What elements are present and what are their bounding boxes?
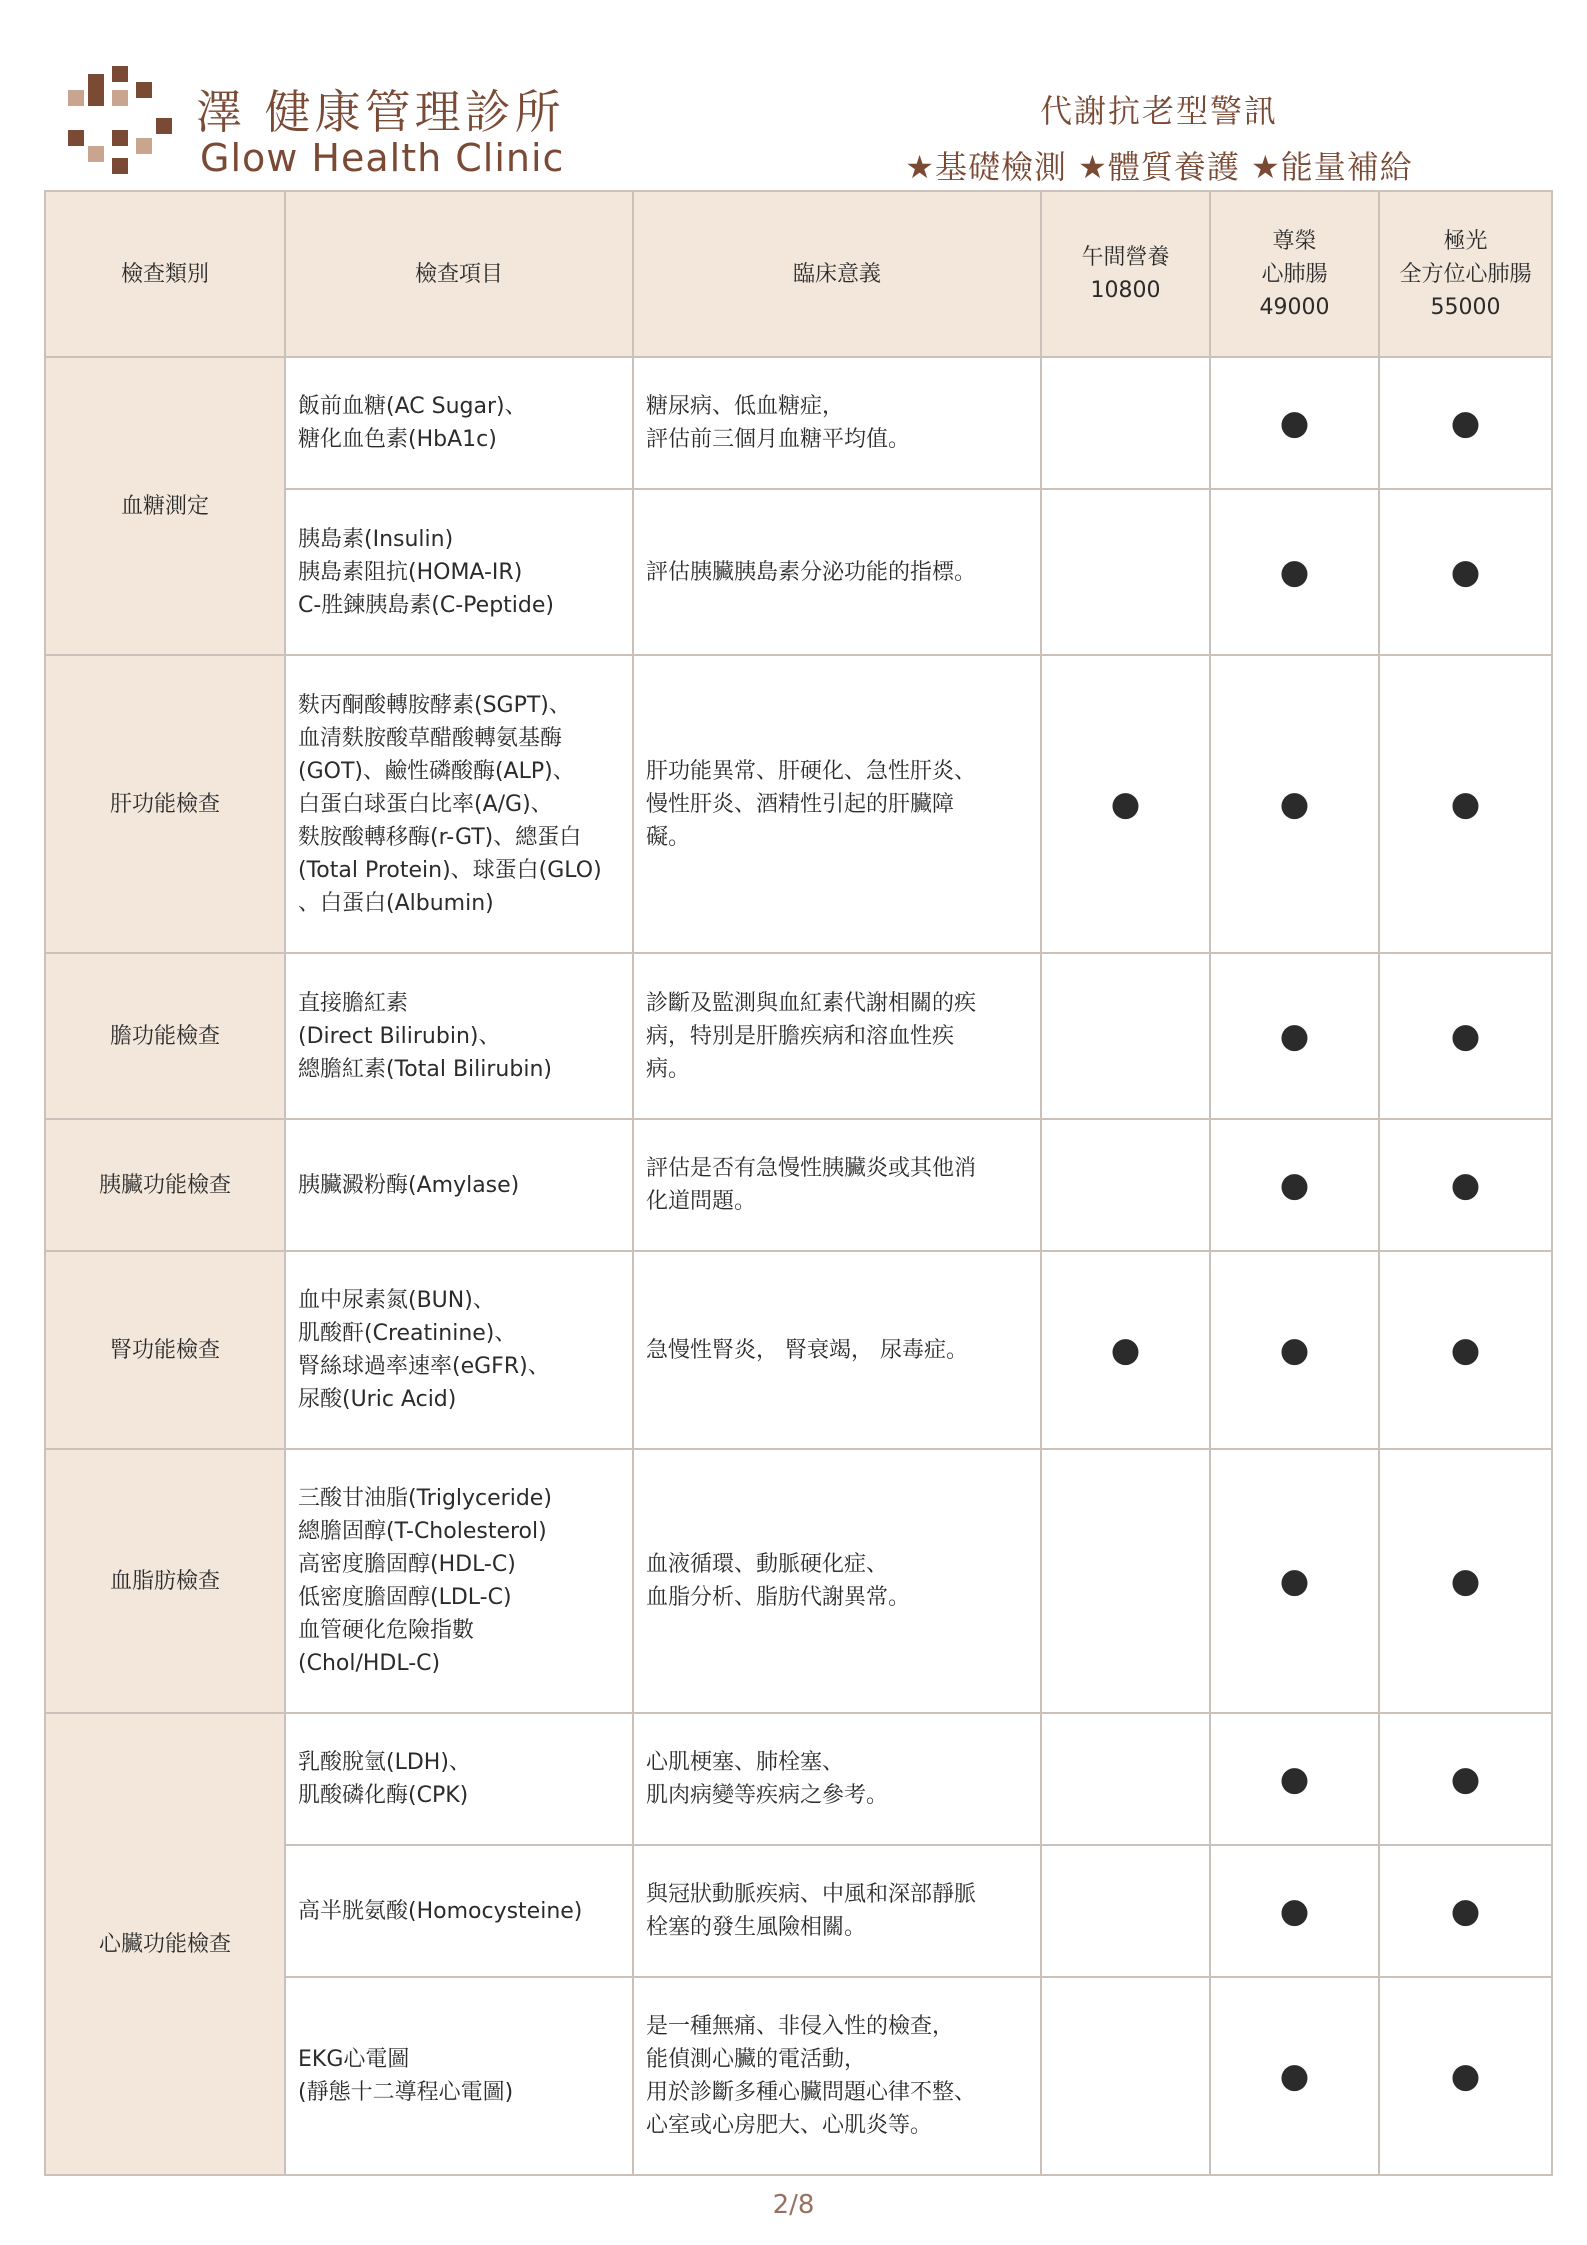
table-header-row <box>45 191 1552 357</box>
plan-mark: ● <box>1379 1713 1552 1845</box>
page-header <box>0 0 1587 190</box>
plan-mark: ● <box>1210 357 1379 489</box>
header-right <box>879 86 1439 188</box>
plan-mark: ● <box>1210 1713 1379 1845</box>
item-cell: 胰臟澱粉酶(Amylase) <box>285 1119 633 1251</box>
item-cell: 胰島素(Insulin) 胰島素阻抗(HOMA-IR) C-胜鍊胰島素(C-Peptide) <box>285 489 633 655</box>
plan-mark: ● <box>1379 1449 1552 1713</box>
plan-mark: ● <box>1210 1251 1379 1449</box>
plan-mark: ● <box>1210 489 1379 655</box>
meaning-cell: 評估是否有急慢性胰臟炎或其他消 化道問題。 <box>633 1119 1041 1251</box>
plan-mark <box>1041 953 1210 1119</box>
plan-mark: ● <box>1379 1977 1552 2175</box>
meaning-cell: 糖尿病、低血糖症， 評估前三個月血糖平均值。 <box>633 357 1041 489</box>
category-cell: 血脂肪檢查 <box>45 1449 285 1713</box>
plan-mark: ● <box>1379 357 1552 489</box>
col-header-category: 檢查類別 <box>45 191 285 357</box>
col-header-plan-honor: 尊榮 心肺腸 49000 <box>1210 191 1379 357</box>
clinic-name-zh: 澤 健康管理診所 <box>196 85 565 139</box>
item-cell: EKG心電圖 (靜態十二導程心電圖) <box>285 1977 633 2175</box>
table-row <box>45 357 1552 489</box>
plan-mark <box>1041 489 1210 655</box>
meaning-cell: 診斷及監測與血紅素代謝相關的疾 病，特別是肝膽疾病和溶血性疾 病。 <box>633 953 1041 1119</box>
item-cell: 飯前血糖(AC Sugar)、 糖化血色素(HbA1c) <box>285 357 633 489</box>
plan-mark: ● <box>1210 1449 1379 1713</box>
category-cell: 胰臟功能檢查 <box>45 1119 285 1251</box>
plan-mark <box>1041 1977 1210 2175</box>
meaning-cell: 急慢性腎炎， 腎衰竭， 尿毒症。 <box>633 1251 1041 1449</box>
plan-mark: ● <box>1041 655 1210 953</box>
clinic-name-en: Glow Health Clinic <box>200 136 565 180</box>
item-cell: 麩丙酮酸轉胺酵素(SGPT)、 血清麩胺酸草醋酸轉氨基酶 (GOT)、鹼性磷酸酶(ALP)、 白蛋白球蛋白比率(A/G)、 麩胺酸轉移酶(r-GT)、總蛋白 (Total Protein)、球蛋白(GLO) 、白蛋白(Albumin) <box>285 655 633 953</box>
col-header-plan-lunch: 午間營養 10800 <box>1041 191 1210 357</box>
plan-mark <box>1041 1845 1210 1977</box>
category-cell: 腎功能檢查 <box>45 1251 285 1449</box>
plan-mark: ● <box>1210 953 1379 1119</box>
category-cell: 心臟功能檢查 <box>45 1713 285 2175</box>
meaning-cell: 與冠狀動脈疾病、中風和深部靜脈 栓塞的發生風險相關。 <box>633 1845 1041 1977</box>
meaning-cell: 心肌梗塞、肺栓塞、 肌肉病變等疾病之參考。 <box>633 1713 1041 1845</box>
item-cell: 血中尿素氮(BUN)、 肌酸酐(Creatinine)、 腎絲球過率速率(eGFR)、 尿酸(Uric Acid) <box>285 1251 633 1449</box>
col-header-item: 檢查項目 <box>285 191 633 357</box>
table-row <box>45 1251 1552 1449</box>
plan-mark <box>1041 1449 1210 1713</box>
table-row <box>45 953 1552 1119</box>
table-row <box>45 1449 1552 1713</box>
plan-mark: ● <box>1210 1119 1379 1251</box>
plan-mark: ● <box>1210 1845 1379 1977</box>
plan-mark: ● <box>1210 655 1379 953</box>
table-row <box>45 1713 1552 1845</box>
category-cell: 肝功能檢查 <box>45 655 285 953</box>
col-header-meaning: 臨床意義 <box>633 191 1041 357</box>
item-cell: 三酸甘油脂(Triglyceride) 總膽固醇(T-Cholesterol) 高密度膽固醇(HDL-C) 低密度膽固醇(LDL-C) 血管硬化危險指數 (Chol/HDL-C) <box>285 1449 633 1713</box>
item-cell: 直接膽紅素 (Direct Bilirubin)、 總膽紅素(Total Bilirubin) <box>285 953 633 1119</box>
plan-mark <box>1041 357 1210 489</box>
plan-mark <box>1041 1713 1210 1845</box>
category-cell: 膽功能檢查 <box>45 953 285 1119</box>
plan-mark: ● <box>1379 1845 1552 1977</box>
meaning-cell: 評估胰臟胰島素分泌功能的指標。 <box>633 489 1041 655</box>
category-cell: 血糖測定 <box>45 357 285 655</box>
document-subtitle: ★基礎檢測 ★體質養護 ★能量補給 <box>905 148 1413 186</box>
plan-mark: ● <box>1379 655 1552 953</box>
document-title: 代謝抗老型警訊 <box>1039 92 1278 130</box>
plan-mark: ● <box>1379 1119 1552 1251</box>
table-row <box>45 655 1552 953</box>
col-header-plan-aurora: 極光 全方位心肺腸 55000 <box>1379 191 1552 357</box>
meaning-cell: 是一種無痛、非侵入性的檢查， 能偵測心臟的電活動， 用於診斷多種心臟問題心律不整、 心室或心房肥大、心肌炎等。 <box>633 1977 1041 2175</box>
item-cell: 乳酸脫氫(LDH)、 肌酸磷化酶(CPK) <box>285 1713 633 1845</box>
page-number: 2/8 <box>772 2190 815 2220</box>
table-row <box>45 1119 1552 1251</box>
item-cell: 高半胱氨酸(Homocysteine) <box>285 1845 633 1977</box>
clinic-logo-icon <box>68 66 180 186</box>
plan-mark: ● <box>1379 489 1552 655</box>
plan-mark: ● <box>1210 1977 1379 2175</box>
meaning-cell: 肝功能異常、肝硬化、急性肝炎、 慢性肝炎、酒精性引起的肝臟障 礙。 <box>633 655 1041 953</box>
meaning-cell: 血液循環、動脈硬化症、 血脂分析、脂肪代謝異常。 <box>633 1449 1041 1713</box>
exam-table <box>44 190 1553 2176</box>
plan-mark: ● <box>1379 1251 1552 1449</box>
plan-mark: ● <box>1041 1251 1210 1449</box>
plan-mark <box>1041 1119 1210 1251</box>
plan-mark: ● <box>1379 953 1552 1119</box>
